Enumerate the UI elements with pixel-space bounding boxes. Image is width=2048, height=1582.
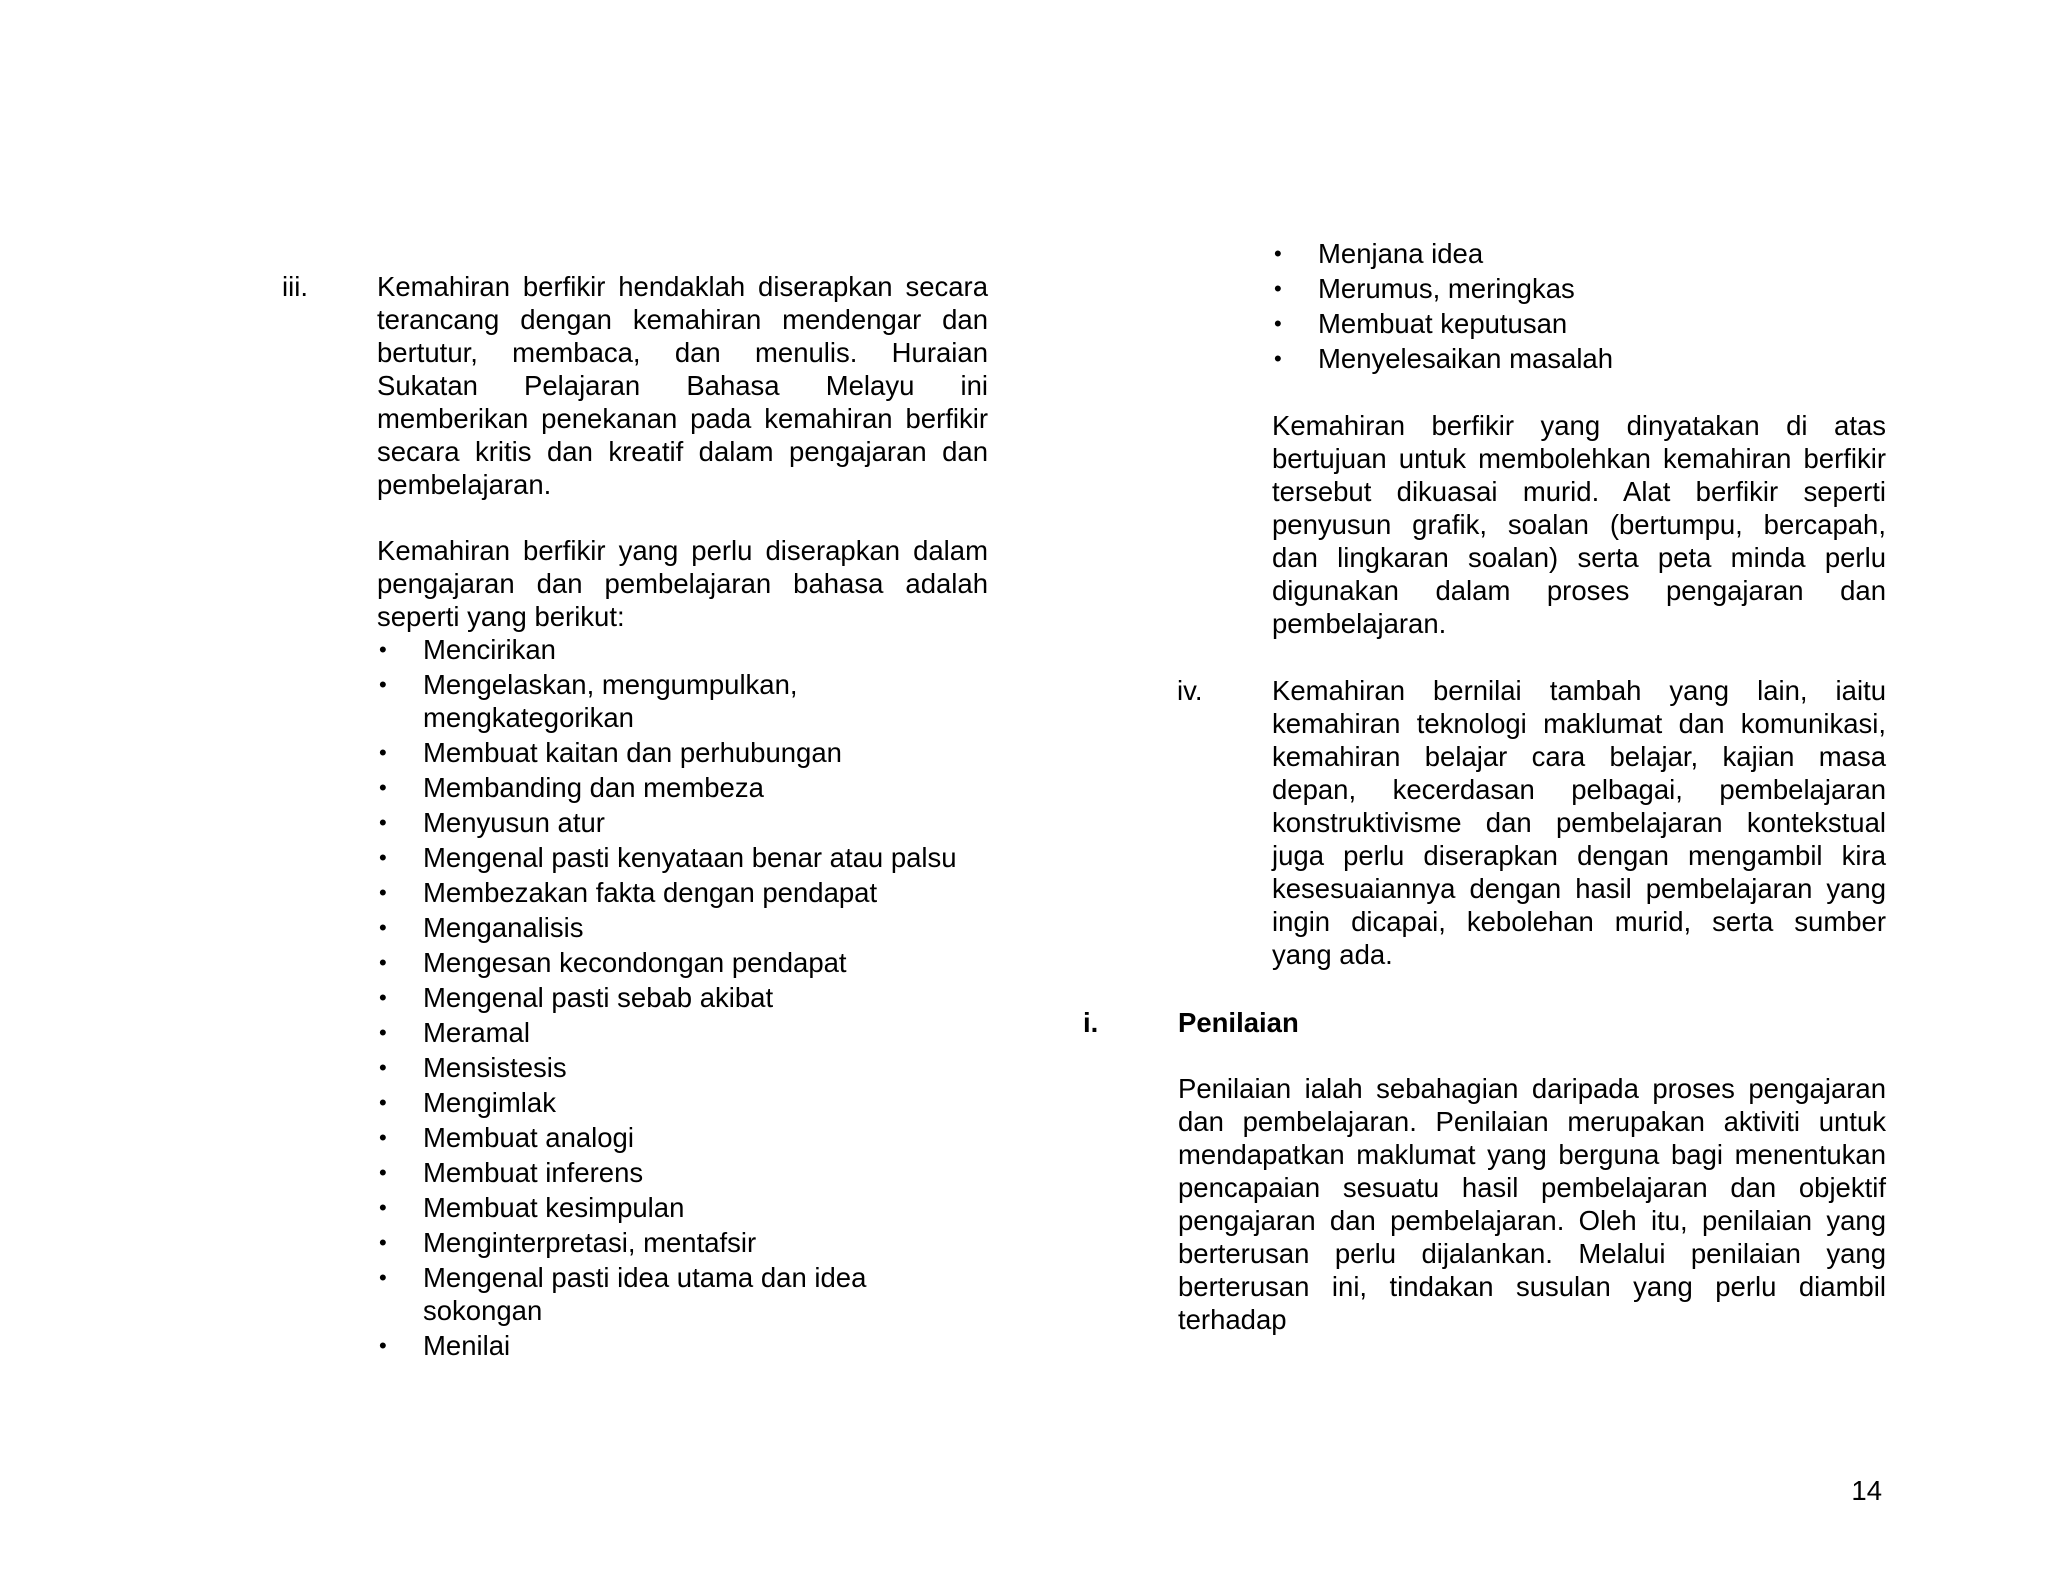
bullet-icon: • — [379, 1160, 387, 1185]
bullet-icon: • — [379, 775, 387, 800]
list-item-text: Menjana idea — [1318, 238, 1484, 269]
list-item — [377, 1156, 988, 1189]
list-item-text: Mengelaskan, mengumpulkan, mengkategorikan — [423, 669, 798, 733]
bullet-icon: • — [1274, 346, 1282, 371]
list-item-text: Membuat analogi — [423, 1122, 634, 1153]
list-item-text: Mensistesis — [423, 1052, 567, 1083]
bullet-icon: • — [379, 1333, 387, 1358]
list-item-text: Membuat kaitan dan perhubungan — [423, 737, 842, 768]
list-item — [377, 1086, 988, 1119]
item-marker-iv: iv. — [1177, 675, 1203, 706]
thinking-skills-intro-paragraph: Kemahiran berfikir hendaklah diserapkan secara terancang dengan kemahiran mendengar dan bertutur, membaca, dan menulis. Huraian Sukatan Pelajaran Bahasa Melayu ini memberikan penekanan pada kemahiran berfikir secara kritis dan kreatif dalam pengajaran dan pembelajaran. — [377, 271, 988, 500]
list-item — [377, 771, 988, 804]
list-item — [1272, 237, 1892, 270]
list-item-text: Membuat kesimpulan — [423, 1192, 685, 1223]
bullet-icon: • — [379, 915, 387, 940]
left-column — [377, 270, 988, 1364]
thinking-tools-paragraph: Kemahiran berfikir yang dinyatakan di atas bertujuan untuk membolehkan kemahiran berfikir tersebut dikuasai murid. Alat berfikir seperti penyusun grafik, soalan (bertumpu, bercapah, dan lingkaran soalan) serta peta minda perlu digunakan dalam proses pengajaran dan pembelajaran. — [1272, 410, 1886, 639]
list-item — [1272, 307, 1892, 340]
thinking-skills-list — [377, 633, 988, 1362]
section-heading-penilaian: Penilaian — [1178, 1007, 1299, 1038]
item-marker-iii: iii. — [282, 271, 308, 302]
list-item — [377, 1016, 988, 1049]
right-column-paragraph — [1272, 409, 1886, 640]
bullet-icon: • — [379, 1020, 387, 1045]
bullet-icon: • — [379, 1055, 387, 1080]
list-item-text: Meramal — [423, 1017, 530, 1048]
list-item-text: Menyusun atur — [423, 807, 605, 838]
assessment-block — [1178, 1072, 1886, 1336]
list-item-text: Mencirikan — [423, 634, 556, 665]
list-item — [377, 1191, 988, 1224]
thinking-skills-list-intro: Kemahiran berfikir yang perlu diserapkan dalam pengajaran dan pembelajaran bahasa adalah seperti yang berikut: — [377, 535, 988, 632]
bullet-icon: • — [379, 740, 387, 765]
list-item-text: Membezakan fakta dengan pendapat — [423, 877, 878, 908]
right-column-bullets — [1272, 237, 1892, 377]
bullet-icon: • — [379, 1195, 387, 1220]
page-number: 14 — [1851, 1475, 1882, 1506]
list-item — [377, 1226, 988, 1259]
bullet-icon: • — [379, 1230, 387, 1255]
bullet-icon: • — [379, 1090, 387, 1115]
list-item-text: Mengimlak — [423, 1087, 556, 1118]
bullet-icon: • — [379, 1265, 387, 1290]
value-added-skills-block — [1272, 674, 1886, 971]
list-item-text: Menginterpretasi, mentafsir — [423, 1227, 757, 1258]
list-item — [377, 876, 988, 909]
list-item — [377, 911, 988, 944]
list-item-text: Merumus, meringkas — [1318, 273, 1575, 304]
bullet-icon: • — [379, 880, 387, 905]
list-item — [1272, 272, 1892, 305]
list-item-text: Membuat inferens — [423, 1157, 644, 1188]
bullet-icon: • — [379, 1125, 387, 1150]
list-item — [377, 736, 988, 769]
list-item — [377, 633, 988, 666]
list-item-text: Membanding dan membeza — [423, 772, 764, 803]
bullet-icon: • — [1274, 276, 1282, 301]
list-item — [377, 1261, 988, 1327]
list-item — [377, 1329, 988, 1362]
list-item-text: Mengesan kecondongan pendapat — [423, 947, 847, 978]
list-item — [377, 1051, 988, 1084]
list-item-text: Menyelesaikan masalah — [1318, 343, 1614, 374]
list-item — [377, 841, 988, 874]
bullet-icon: • — [379, 672, 387, 697]
section-marker-i: i. — [1083, 1007, 1099, 1038]
bullet-icon: • — [379, 950, 387, 975]
list-item-text: Menilai — [423, 1330, 511, 1361]
bullet-icon: • — [379, 985, 387, 1010]
list-item — [377, 668, 988, 734]
assessment-paragraph: Penilaian ialah sebahagian daripada proses pengajaran dan pembelajaran. Penilaian merupakan aktiviti untuk mendapatkan maklumat yang berguna bagi menentukan pencapaian sesuatu hasil pembelajaran dan objektif pengajaran dan pembelajaran. Oleh itu, penilaian yang berterusan perlu dijalankan. Melalui penilaian yang berterusan ini, tindakan susulan yang perlu diambil terhadap — [1178, 1073, 1886, 1335]
list-item — [377, 1121, 988, 1154]
bullet-icon: • — [1274, 311, 1282, 336]
bullet-icon: • — [379, 845, 387, 870]
value-added-skills-paragraph: Kemahiran bernilai tambah yang lain, iaitu kemahiran teknologi maklumat dan komunikasi, kemahiran belajar cara belajar, kajian masa depan, kecerdasan pelbagai, pembelajaran konstruktivisme dan pembelajaran kontekstual juga perlu diserapkan dengan mengambil kira kesesuaiannya dengan hasil pembelajaran yang ingin dicapai, kebolehan murid, serta sumber yang ada. — [1272, 675, 1886, 970]
list-item-text: Mengenal pasti sebab akibat — [423, 982, 774, 1013]
list-item-text: Menganalisis — [423, 912, 584, 943]
list-item — [377, 981, 988, 1014]
list-item — [377, 946, 988, 979]
bullet-icon: • — [379, 810, 387, 835]
list-item — [1272, 342, 1892, 375]
list-item-text: Mengenal pasti idea utama dan idea sokongan — [423, 1262, 867, 1326]
bullet-icon: • — [379, 637, 387, 662]
thinking-skills-list-continued — [1272, 237, 1892, 375]
list-item-text: Membuat keputusan — [1318, 308, 1568, 339]
bullet-icon: • — [1274, 241, 1282, 266]
list-item — [377, 806, 988, 839]
list-item-text: Mengenal pasti kenyataan benar atau palsu — [423, 842, 957, 873]
